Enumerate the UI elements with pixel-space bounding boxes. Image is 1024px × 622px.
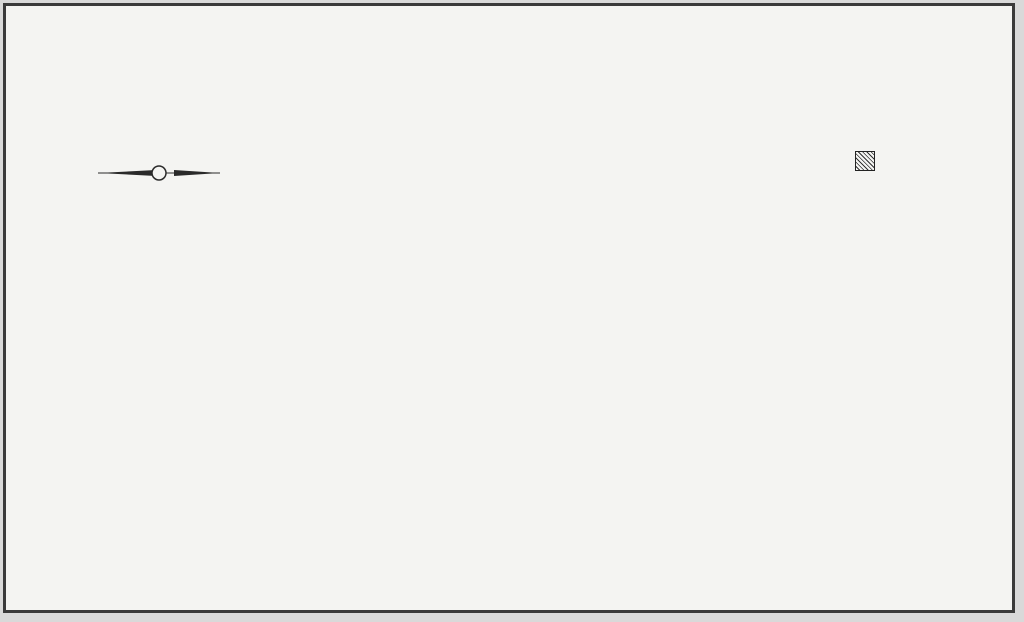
- floor-plan: [6, 6, 1018, 616]
- survey-sheet: [3, 3, 1015, 613]
